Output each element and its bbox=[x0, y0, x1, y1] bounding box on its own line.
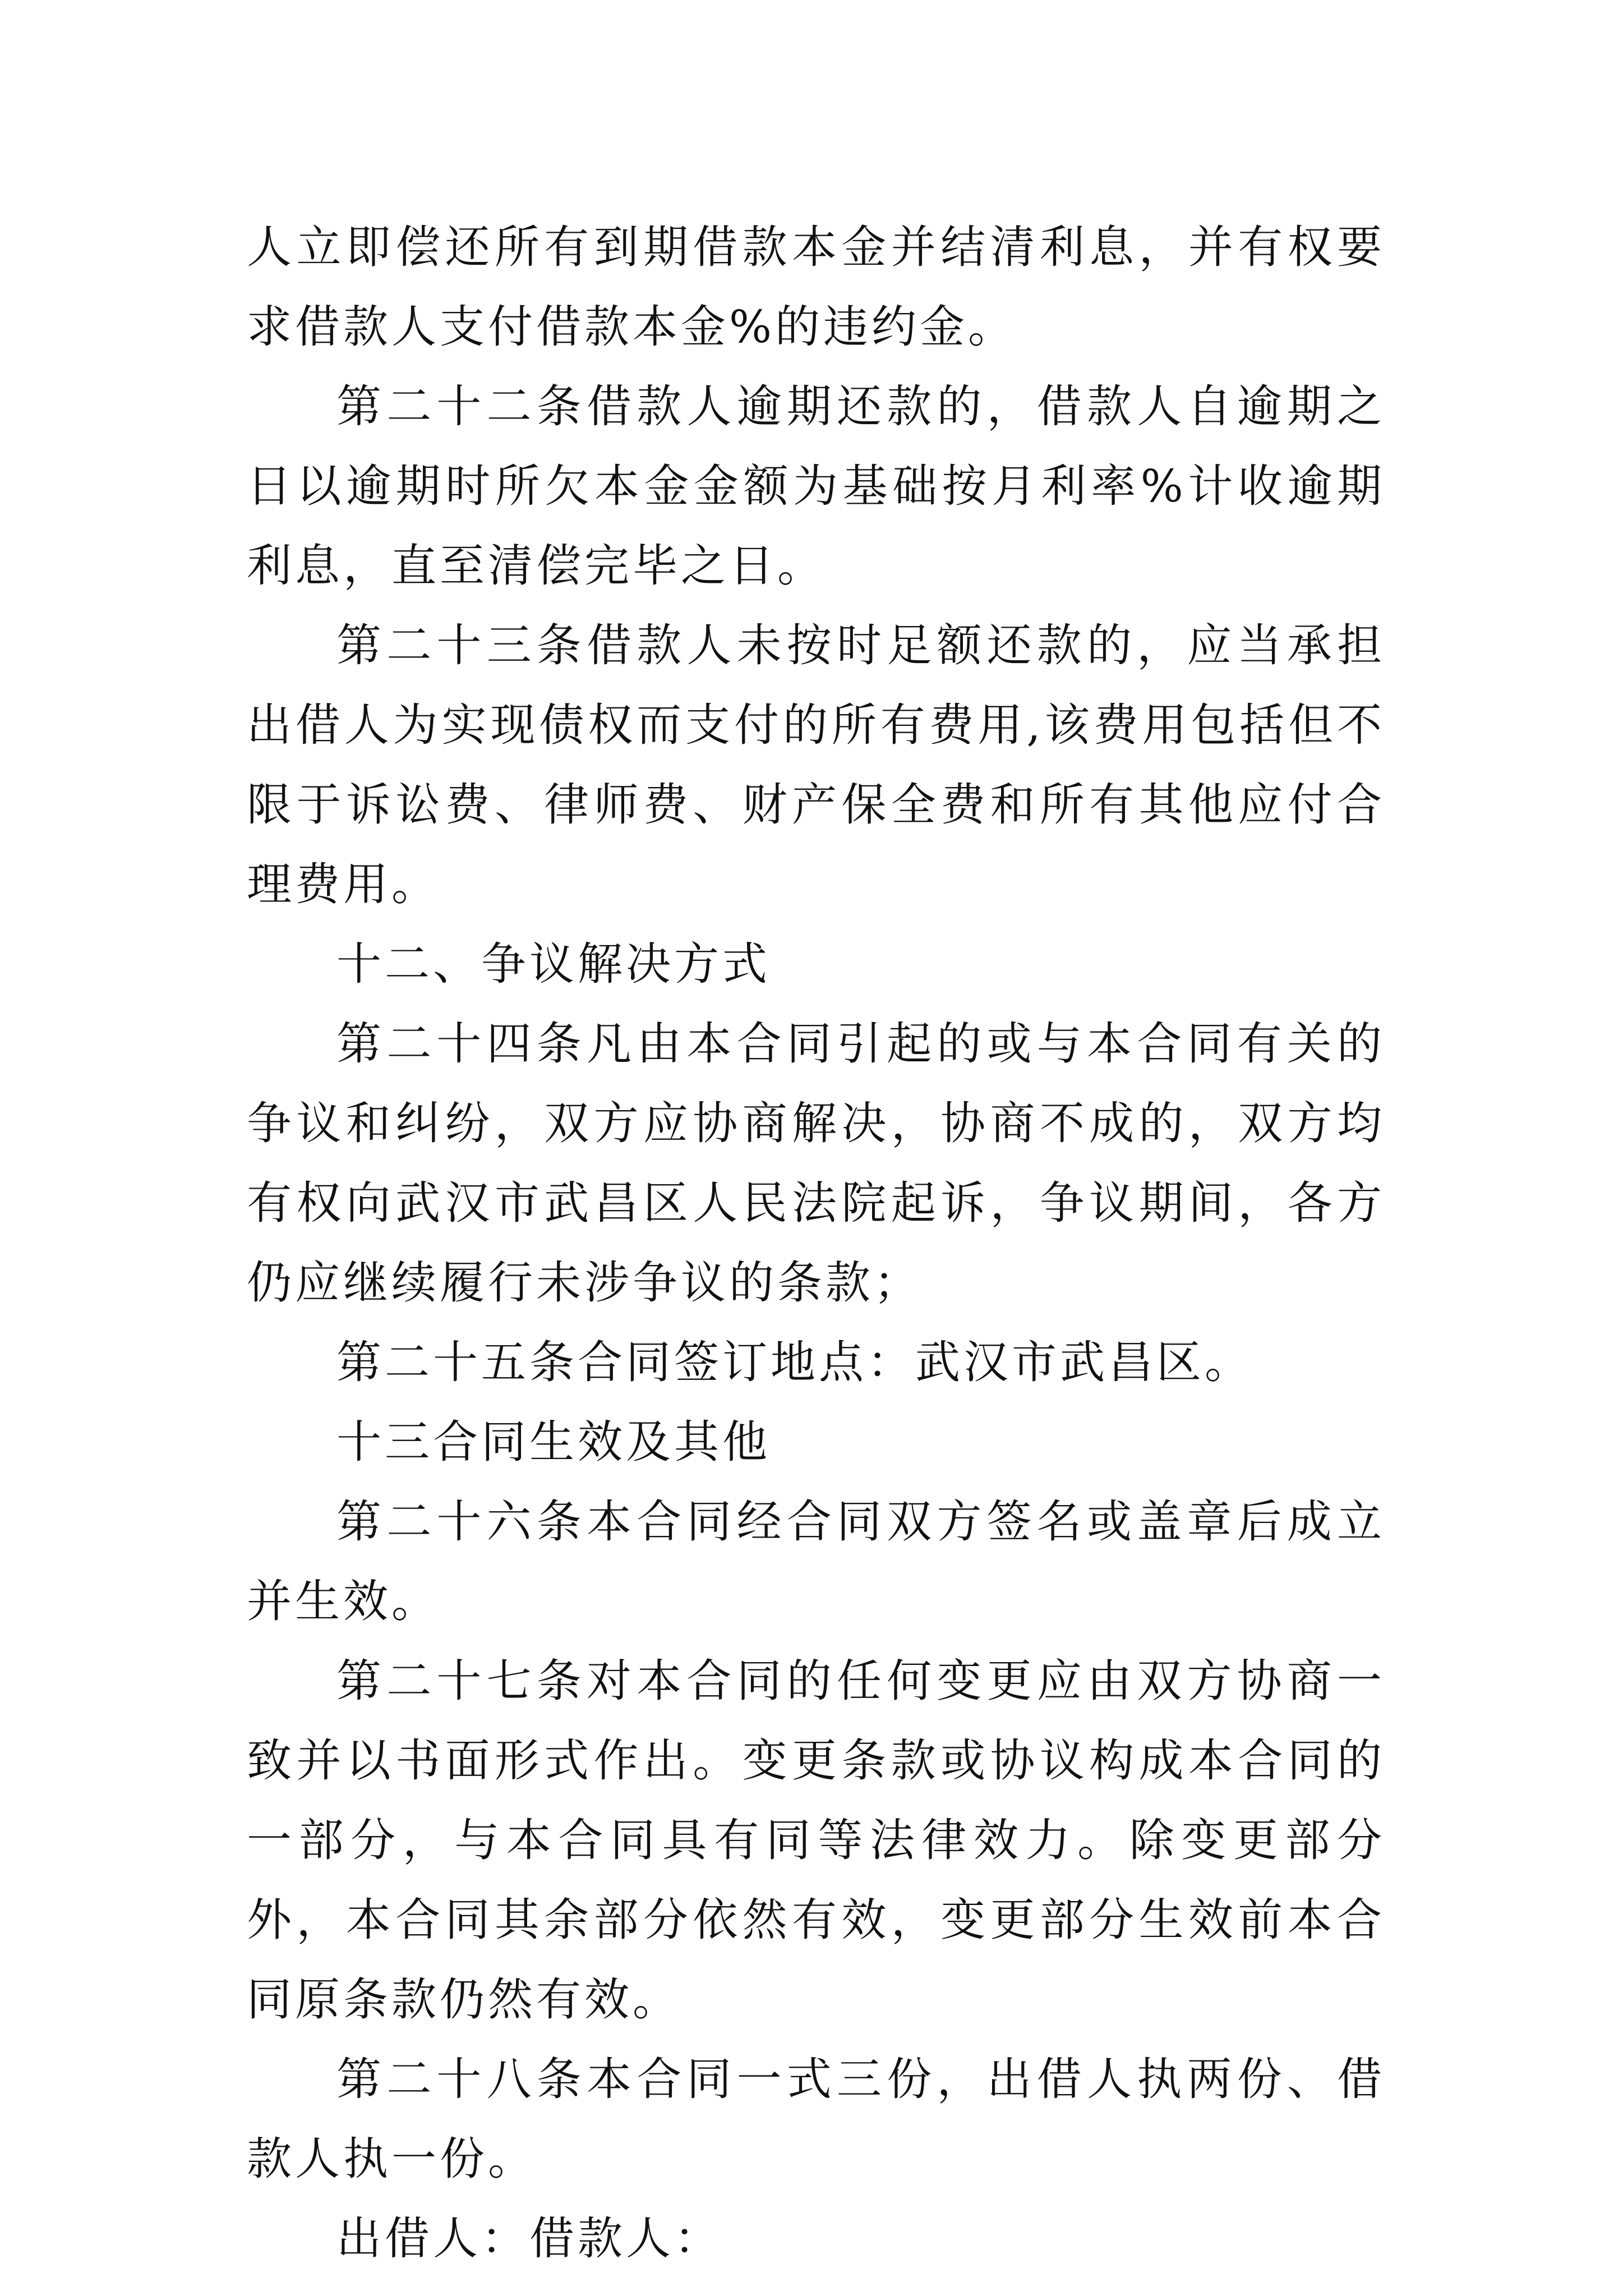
paragraph-article-25: 第二十五条合同签订地点：武汉市武昌区。 bbox=[336, 1336, 1253, 1388]
paragraph-article-28: 第二十八条本合同一式三份，出借人执两份、借款人执一份。 bbox=[247, 2053, 1385, 2185]
paragraph-article-22: 第二十二条借款人逾期还款的，借款人自逾期之日以逾期时所欠本金金额为基础按月利率%计收逾期利息，直至清偿完毕之日。 bbox=[247, 380, 1385, 592]
paragraph-article-23: 第二十三条借款人未按时足额还款的，应当承担出借人为实现债权而支付的所有费用,该费用包括但不限于诉讼费、律师费、财产保全费和所有其他应付合理费用。 bbox=[247, 619, 1385, 910]
paragraph-article-24: 第二十四条凡由本合同引起的或与本合同有关的争议和纠纷，双方应协商解决，协商不成的，双方均有权向武汉市武昌区人民法院起诉，争议期间，各方仍应继续履行未涉争议的条款； bbox=[247, 1018, 1385, 1309]
paragraph-article-26: 第二十六条本合同经合同双方签名或盖章后成立并生效。 bbox=[247, 1496, 1385, 1627]
section-heading-effectiveness: 十三合同生效及其他 bbox=[336, 1416, 771, 1468]
signature-line: 出借人：借款人： bbox=[336, 2212, 722, 2265]
paragraph-article-27: 第二十七条对本合同的任何变更应由双方协商一致并以书面形式作出。变更条款或协议构成本合同的一部分，与本合同具有同等法律效力。除变更部分外，本合同其余部分依然有效，变更部分生效前本合同原条款仍然有效。 bbox=[247, 1655, 1385, 2026]
document-body bbox=[247, 208, 1385, 2279]
paragraph-continued-clause: 人立即偿还所有到期借款本金并结清利息，并有权要求借款人支付借款本金%的违约金。 bbox=[247, 221, 1385, 353]
section-heading-dispute-resolution: 十二、争议解决方式 bbox=[336, 938, 771, 990]
